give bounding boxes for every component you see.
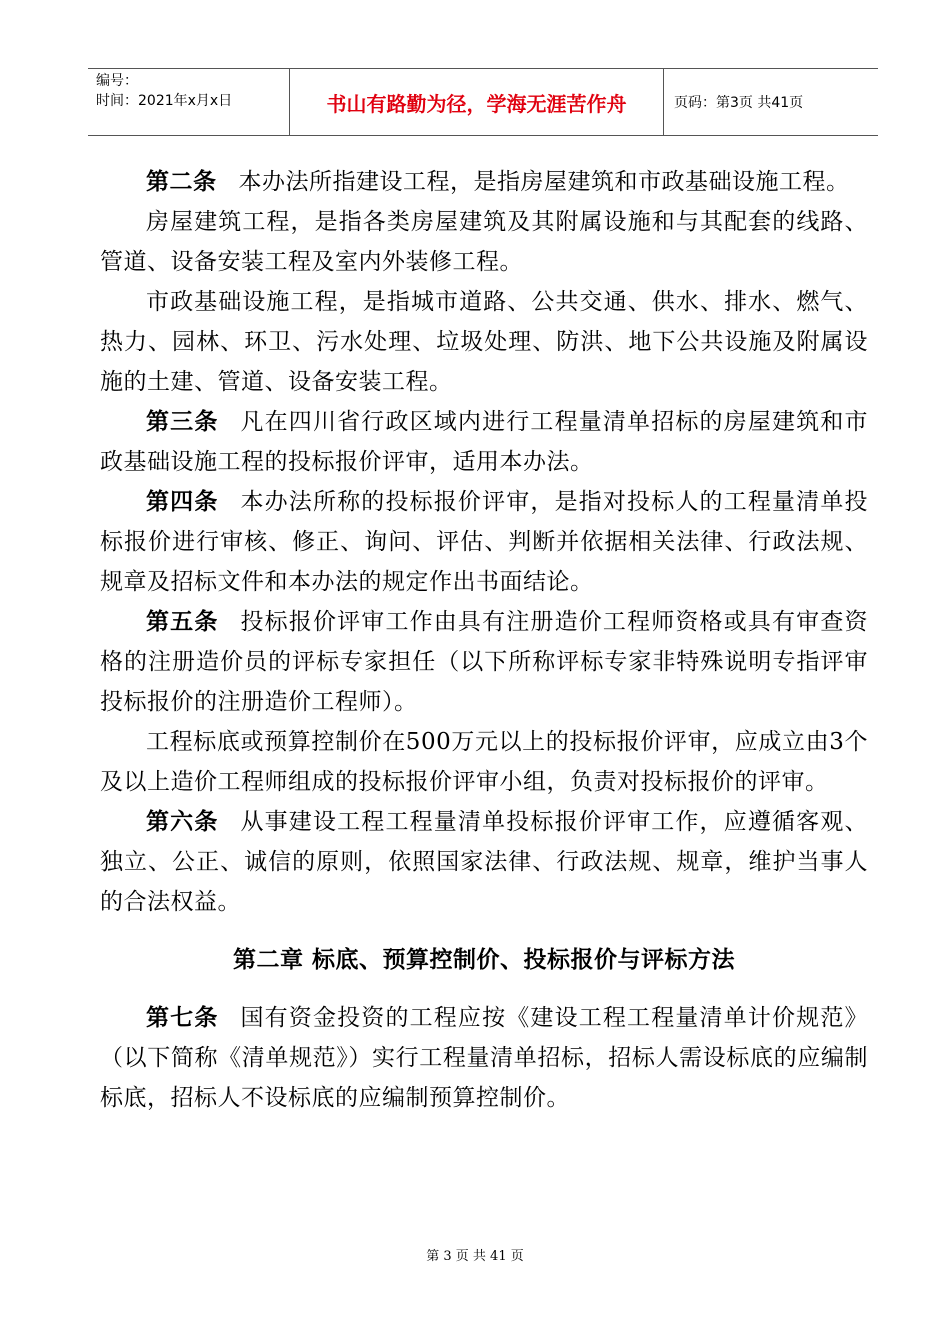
article-text: 本办法所指建设工程，是指房屋建筑和市政基础设施工程。 <box>238 169 850 195</box>
article-text: 本办法所称的投标报价评审，是指对投标人的工程量清单投标报价进行审核、修正、询问、评估、判断并依据相关法律、行政法规、规章及招标文件和本办法的规定作出书面结论。 <box>100 489 869 595</box>
chapter-heading: 第二章 标底、预算控制价、投标报价与评标方法 <box>232 947 735 973</box>
article-5 <box>100 602 868 722</box>
paragraph <box>100 722 868 802</box>
time-label: 时间：2021年x月x日 <box>96 93 233 109</box>
article-text: 从事建设工程工程量清单投标报价评审工作，应遵循客观、独立、公正、诚信的原则，依照国家法律、行政法规、规章，维护当事人的合法权益。 <box>100 809 869 915</box>
page-header <box>88 68 878 136</box>
paragraph <box>100 282 868 402</box>
article-text: 投标报价评审工作由具有注册造价工程师资格或具有审查资格的注册造价员的评标专家担任（以下所称评标专家非特殊说明专指评审投标报价的注册造价工程师）。 <box>100 609 869 715</box>
header-info <box>88 69 290 135</box>
article-text: 国有资金投资的工程应按《建设工程工程量清单计价规范》（以下简称《清单规范》）实行工程量清单招标，招标人需设标底的应编制标底，招标人不设标底的应编制预算控制价。 <box>100 1005 869 1111</box>
header-motto: 书山有路勤为径，学海无涯苦作舟 <box>290 69 664 135</box>
article-4 <box>100 482 868 602</box>
article-text: 凡在四川省行政区域内进行工程量清单招标的房屋建筑和市政基础设施工程的投标报价评审，适用本办法。 <box>100 409 869 475</box>
article-number: 第七条 <box>146 1005 219 1031</box>
paragraph-text: 房屋建筑工程，是指各类房屋建筑及其附属设施和与其配套的线路、管道、设备安装工程及室内外装修工程。 <box>100 209 868 275</box>
article-number: 第四条 <box>146 489 219 515</box>
document-body <box>100 162 868 1118</box>
article-number: 第五条 <box>146 609 219 635</box>
article-6 <box>100 802 868 922</box>
article-number: 第六条 <box>146 809 219 835</box>
page-footer: 第 3 页 共 41 页 <box>426 1249 524 1264</box>
article-2 <box>100 162 868 202</box>
paragraph-text: 市政基础设施工程，是指城市道路、公共交通、供水、排水、燃气、热力、园林、环卫、污水处理、垃圾处理、防洪、地下公共设施及附属设施的土建、管道、设备安装工程。 <box>100 289 868 395</box>
article-number: 第三条 <box>146 409 219 435</box>
article-7 <box>100 998 868 1118</box>
paragraph <box>100 202 868 282</box>
header-page-label: 页码：第3页 共41页 <box>674 95 804 111</box>
article-number: 第二条 <box>146 169 217 195</box>
number-label: 编号： <box>96 73 138 89</box>
article-3 <box>100 402 868 482</box>
paragraph-text: 工程标底或预算控制价在500万元以上的投标报价评审，应成立由3个及以上造价工程师组成的投标报价评审小组，负责对投标报价的评审。 <box>100 729 868 795</box>
